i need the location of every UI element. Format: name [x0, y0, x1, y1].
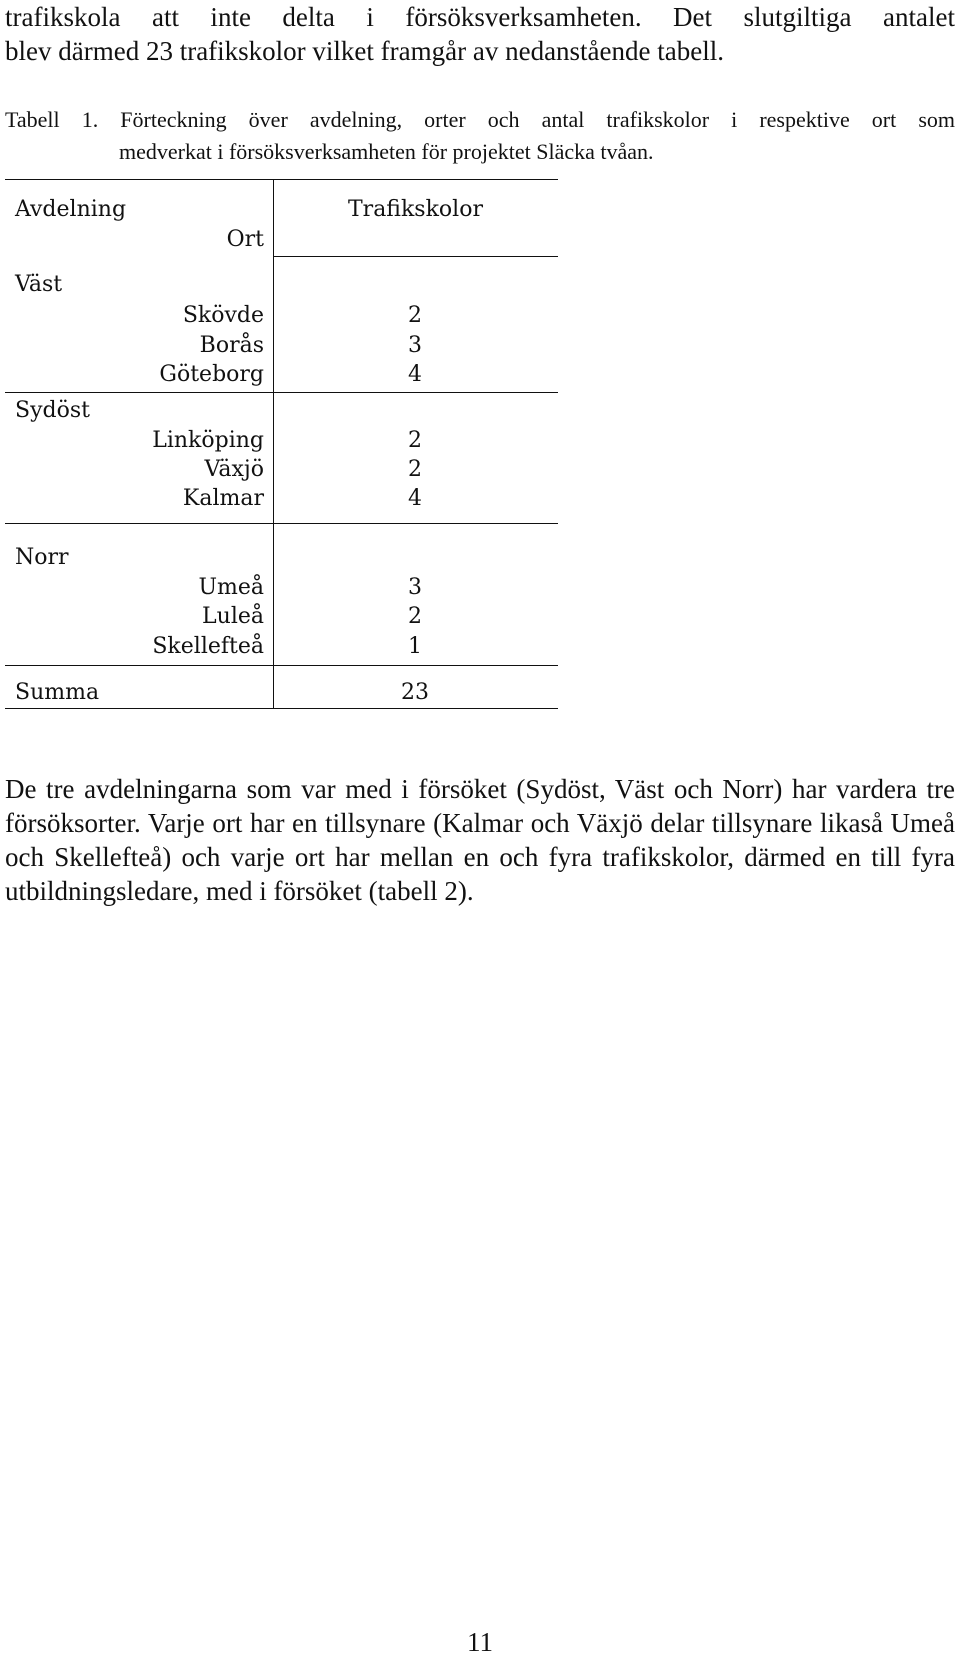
- header-avdelning: Avdelning: [15, 197, 127, 222]
- header-trafikskolor: Trafikskolor: [348, 197, 483, 222]
- intro-line-2: blev därmed 23 trafikskolor vilket framgår av nedanstående tabell.: [5, 36, 724, 66]
- antal-cell: 3: [408, 333, 422, 358]
- antal-cell: 3: [408, 575, 422, 600]
- ort-cell: Borås: [199, 333, 264, 358]
- group-label: Norr: [15, 545, 69, 570]
- column-divider: [273, 179, 274, 708]
- antal-cell: 1: [408, 634, 422, 659]
- antal-cell: 2: [408, 428, 422, 453]
- body-paragraph: [5, 772, 955, 908]
- antal-cell: 4: [408, 486, 422, 511]
- body-paragraph-text: De tre avdelningarna som var med i försöket (Sydöst, Väst och Norr) har vardera tre försöksorter. Varje ort har en tillsynare (Kalmar och Växjö delar tillsynare likaså Umeå och Skellefteå) och varje ort har mellan en och fyra trafikskolor, därmed en till fyra utbildningsledare, med i försöket (tabell 2).: [5, 774, 955, 906]
- header-ort: Ort: [226, 227, 264, 252]
- ort-cell: Umeå: [198, 575, 264, 600]
- ort-cell: Skövde: [182, 303, 264, 328]
- caption-line-2: medverkat i försöksverksamheten för projektet Släcka tvåan.: [119, 139, 654, 164]
- ort-cell: Kalmar: [182, 486, 264, 511]
- ort-cell: Skellefteå: [152, 634, 264, 659]
- group-label: Väst: [15, 272, 63, 297]
- summa-value: 23: [401, 680, 429, 705]
- intro-line-1: trafikskola att inte delta i försöksverksamheten. Det slutgiltiga antalet: [5, 2, 955, 32]
- header-rule: [273, 256, 558, 257]
- antal-cell: 2: [408, 457, 422, 482]
- group-rule-vast: [5, 392, 558, 393]
- ort-cell: Göteborg: [159, 362, 264, 387]
- antal-cell: 4: [408, 362, 422, 387]
- group-label: Sydöst: [15, 398, 90, 423]
- table-bottom-rule: [5, 708, 558, 709]
- antal-cell: 2: [408, 604, 422, 629]
- antal-cell: 2: [408, 303, 422, 328]
- data-table: [0, 0, 960, 780]
- group-rule-norr: [5, 523, 558, 524]
- summa-label: Summa: [15, 680, 100, 705]
- summa-top-rule: [5, 665, 558, 666]
- caption-line-1: Tabell 1. Förteckning över avdelning, orter och antal trafikskolor i respektive ort som: [5, 107, 955, 132]
- ort-cell: Växjö: [204, 457, 264, 482]
- ort-cell: Linköping: [152, 428, 264, 453]
- table-top-rule: [5, 179, 558, 180]
- page-number: 11: [467, 1627, 493, 1657]
- ort-cell: Luleå: [202, 604, 264, 629]
